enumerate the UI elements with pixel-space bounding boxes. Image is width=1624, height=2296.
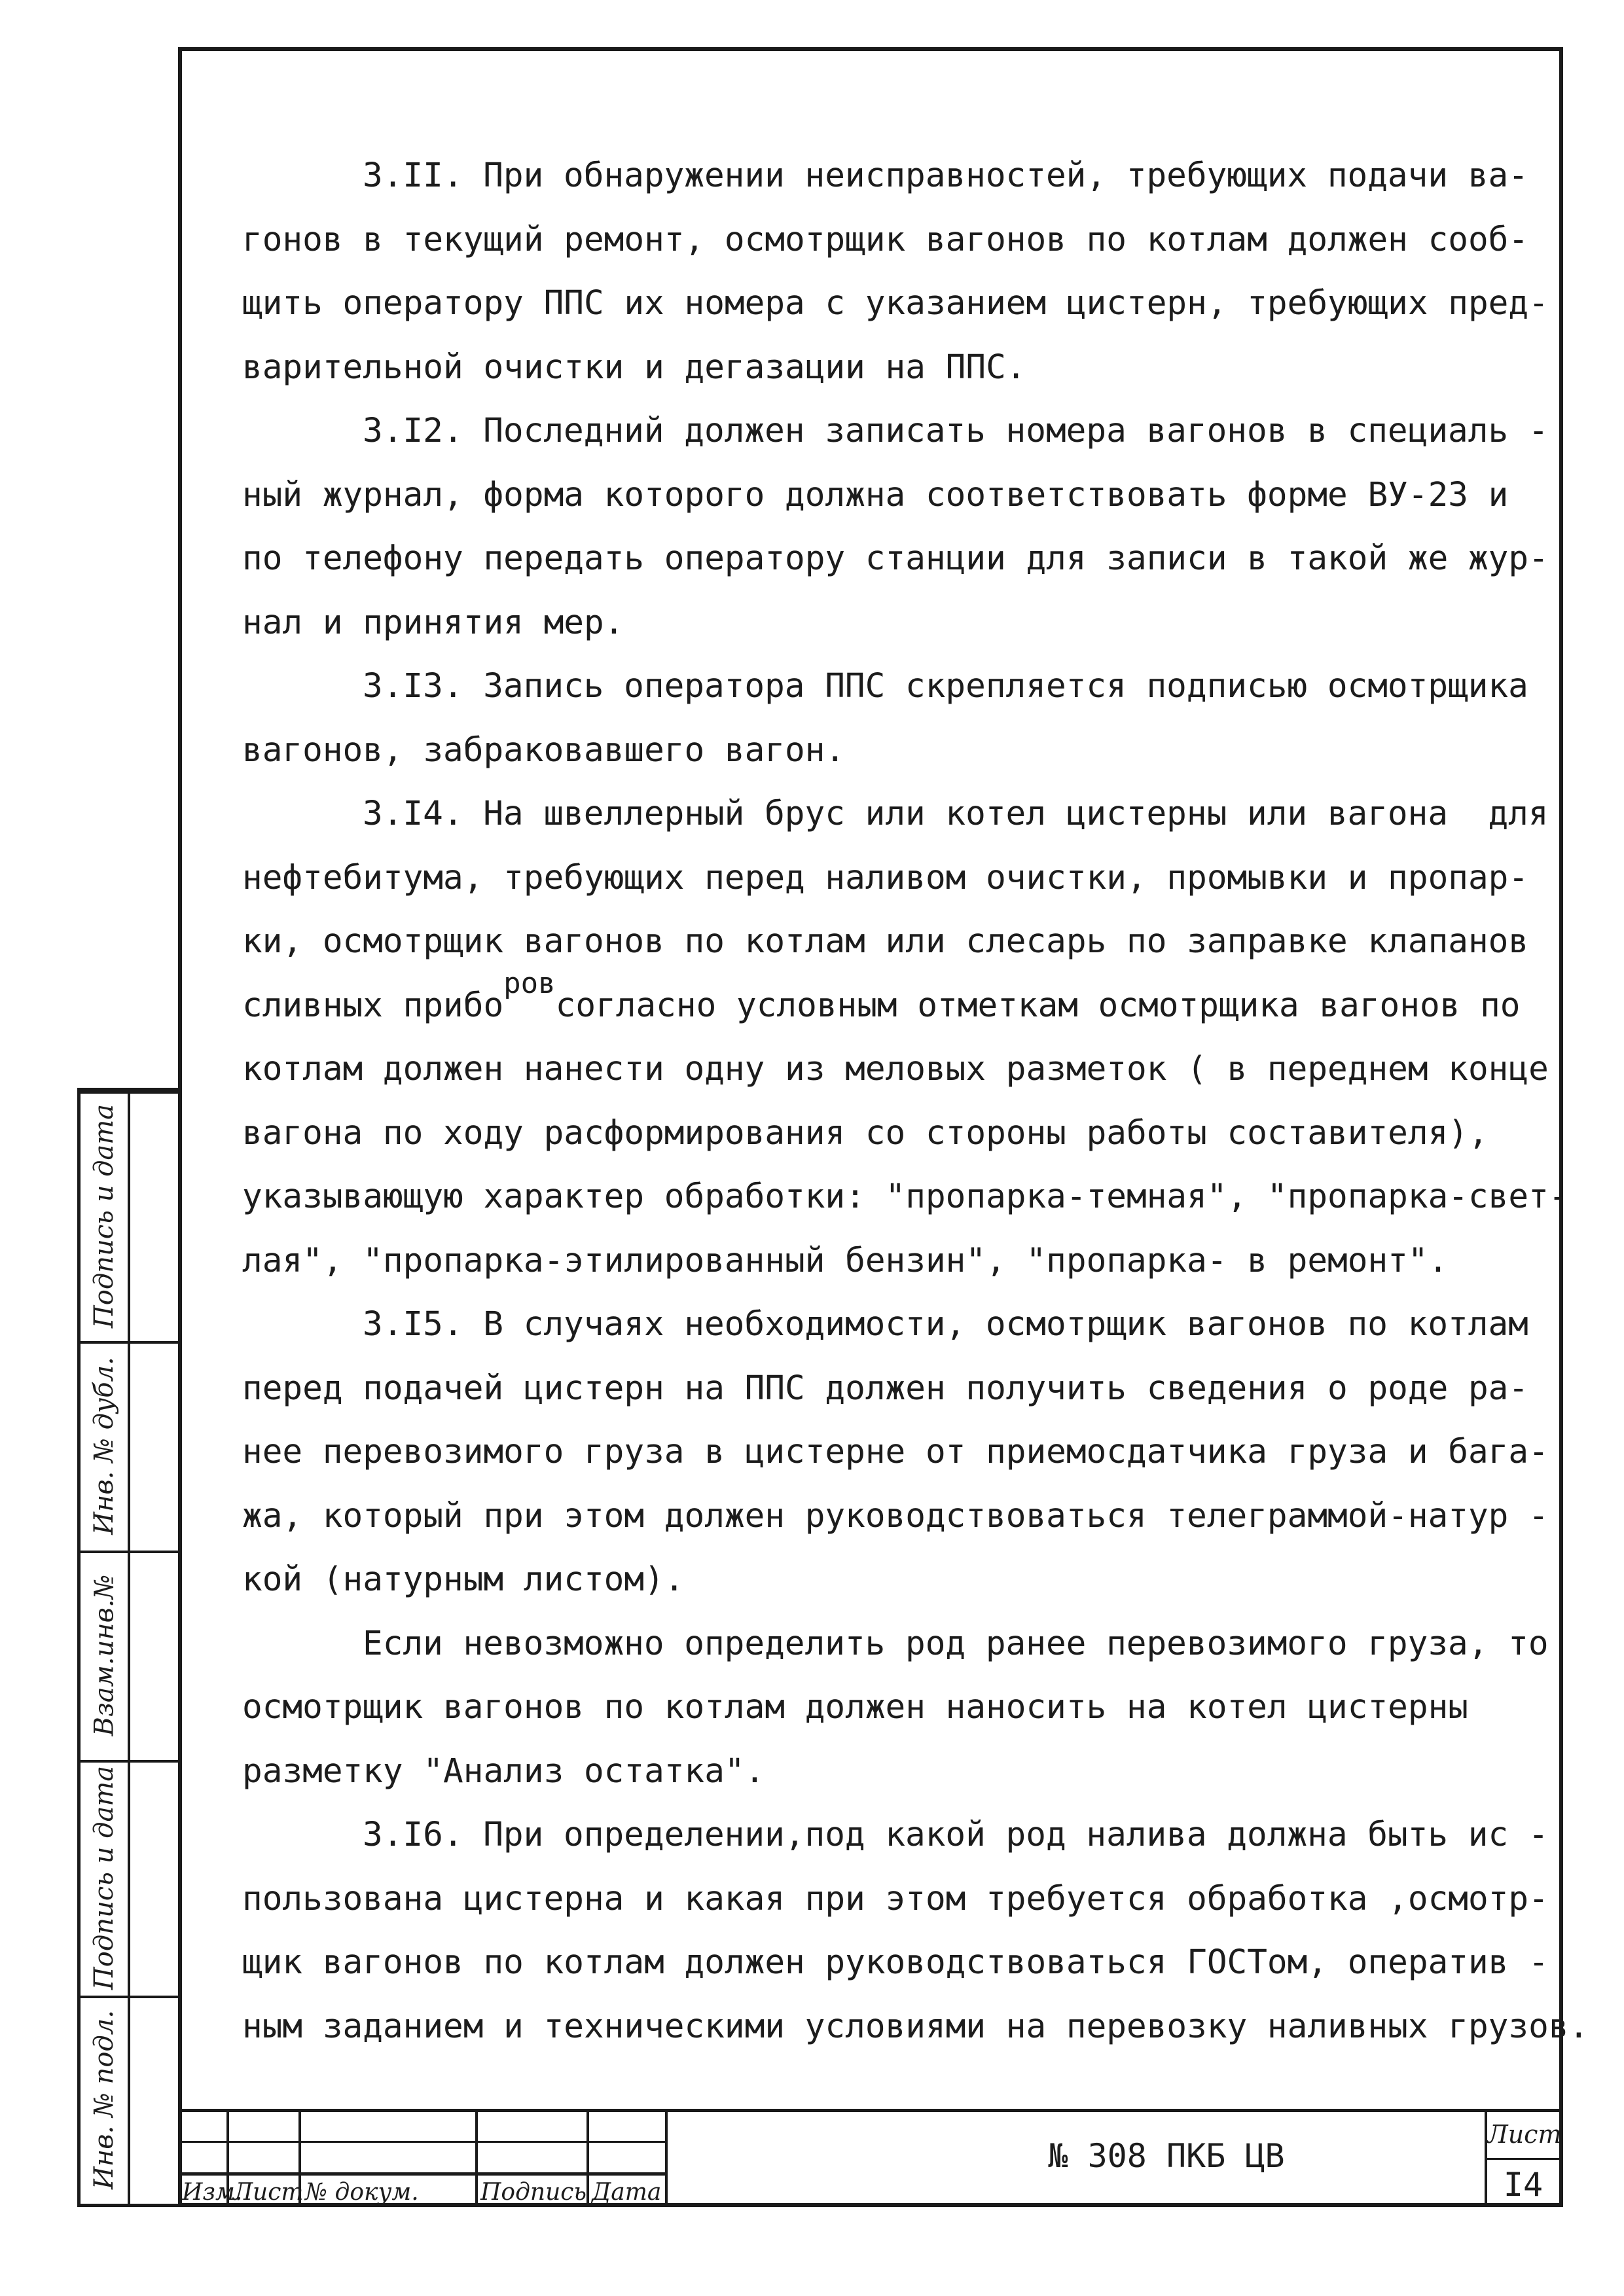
text-line: вагонов, забраковавшего вагон. (242, 730, 846, 770)
title-block-row-divider (178, 2141, 665, 2143)
side-stamp (77, 1088, 178, 2207)
text-line: осмотрщик вагонов по котлам должен наносить на котел цистерны (242, 1688, 1468, 1727)
label-date: Дата (592, 2179, 662, 2206)
superscript-insertion: ров (503, 966, 556, 1000)
title-block (178, 2109, 1563, 2207)
side-stamp-cell (81, 1341, 128, 1551)
text-line: 3.I2. Последний должен записать номера вагонов в специаль - (363, 412, 1549, 450)
text-line: щить оператору ППС их номера с указанием цистерн, требующих пред- (242, 284, 1549, 323)
text-line: нефтебитума, требующих перед наливом очистки, промывки и пропар- (242, 858, 1529, 897)
text-line: пользована цистерна и какая при этом требуется обработка ,осмотр- (242, 1879, 1549, 1918)
sheet-label: Лист (1487, 2120, 1562, 2149)
side-stamp-label: Инв. № подл. (89, 2010, 120, 2189)
side-stamp-cell (81, 1760, 128, 1996)
text-line: щик вагонов по котлам должен руководствоваться ГОСТом, оператив - (242, 1943, 1549, 1982)
side-stamp-cell (81, 1996, 128, 2204)
text-line: указывающую характер обработки: "пропарка-темная", "пропарка-свет- (242, 1177, 1569, 1216)
text-line: котлам должен нанести одну из меловых разметок ( в переднем конце (242, 1050, 1549, 1088)
title-block-divider (475, 2112, 478, 2207)
side-stamp-label: Подпись и дата (89, 1765, 119, 1990)
title-block-divider (665, 2112, 668, 2207)
text-fragment: сливных прибо (242, 986, 504, 1025)
document-body (242, 144, 1589, 2058)
label-doc-number: № докум. (305, 2179, 419, 2206)
text-line: ным заданием и техническими условиями на перевозку наливных грузов. (242, 2007, 1589, 2046)
text-line: лая", "пропарка-этилированный бензин", "пропарка- в ремонт". (242, 1241, 1449, 1280)
text-line: кой (натурным листом). (242, 1560, 685, 1599)
text-line: 3.I6. При определении,под какой род налива должна быть ис - (363, 1816, 1549, 1854)
text-line: гонов в текущий ремонт, осмотрщик вагонов по котлам должен сооб- (242, 220, 1529, 259)
label-signature: Подпись (480, 2179, 587, 2206)
side-stamp-label: Инв. № дубл. (89, 1357, 120, 1535)
side-stamp-cell (81, 1551, 128, 1760)
text-line: жа, который при этом должен руководствоваться телеграммой-натур - (242, 1496, 1549, 1535)
text-line: разметку "Анализ остатка". (242, 1751, 765, 1791)
text-line: ки, осмотрщик вагонов по котлам или слесарь по заправке клапанов (242, 922, 1529, 961)
side-stamp-label: Подпись и дата (89, 1103, 119, 1329)
text-line: нал и принятия мер. (242, 603, 624, 642)
text-line: ный журнал, форма которого должна соответствовать форме ВУ-23 и (242, 475, 1509, 514)
text-line-with-insertion (242, 966, 1538, 1038)
document-number: № 308 ПКБ ЦВ (1048, 2137, 1285, 2175)
text-line: 3.I3. Запись оператора ППС скрепляется подписью осмотрщика (363, 667, 1528, 706)
title-block-row-divider (178, 2172, 665, 2176)
text-line: нее перевозимого груза в цистерне от приемосдатчика груза и бага- (242, 1433, 1549, 1471)
sheet-number: I4 (1503, 2166, 1543, 2204)
title-block-divider (586, 2112, 589, 2207)
text-line: 3.I5. В случаях необходимости, осмотрщик вагонов по котлам (363, 1305, 1528, 1344)
text-line: 3.II. При обнаружении неисправностей, требующих подачи ва- (363, 156, 1528, 195)
side-stamp-divider (128, 1091, 130, 2204)
text-line: по телефону передать оператору станции для записи в такой же жур- (242, 539, 1549, 578)
label-sheet: Лист (233, 2179, 304, 2206)
label-change: Изм. (182, 2179, 243, 2206)
side-stamp-label: Взам.инв.№ (89, 1574, 119, 1736)
text-fragment: согласно условным отметкам осмотрщика вагонов по (555, 986, 1521, 1025)
text-line: варительной очистки и дегазации на ППС. (242, 348, 1026, 387)
text-line: 3.I4. На швеллерный брус или котел цистерны или вагона для (363, 795, 1549, 833)
text-line: перед подачей цистерн на ППС должен получить сведения о роде ра- (242, 1369, 1529, 1408)
text-line: Если невозможно определить род ранее перевозимого груза, то (363, 1624, 1549, 1663)
text-line: вагона по ходу расформирования со стороны работы составителя), (242, 1113, 1489, 1153)
side-stamp-cell (81, 1091, 128, 1341)
